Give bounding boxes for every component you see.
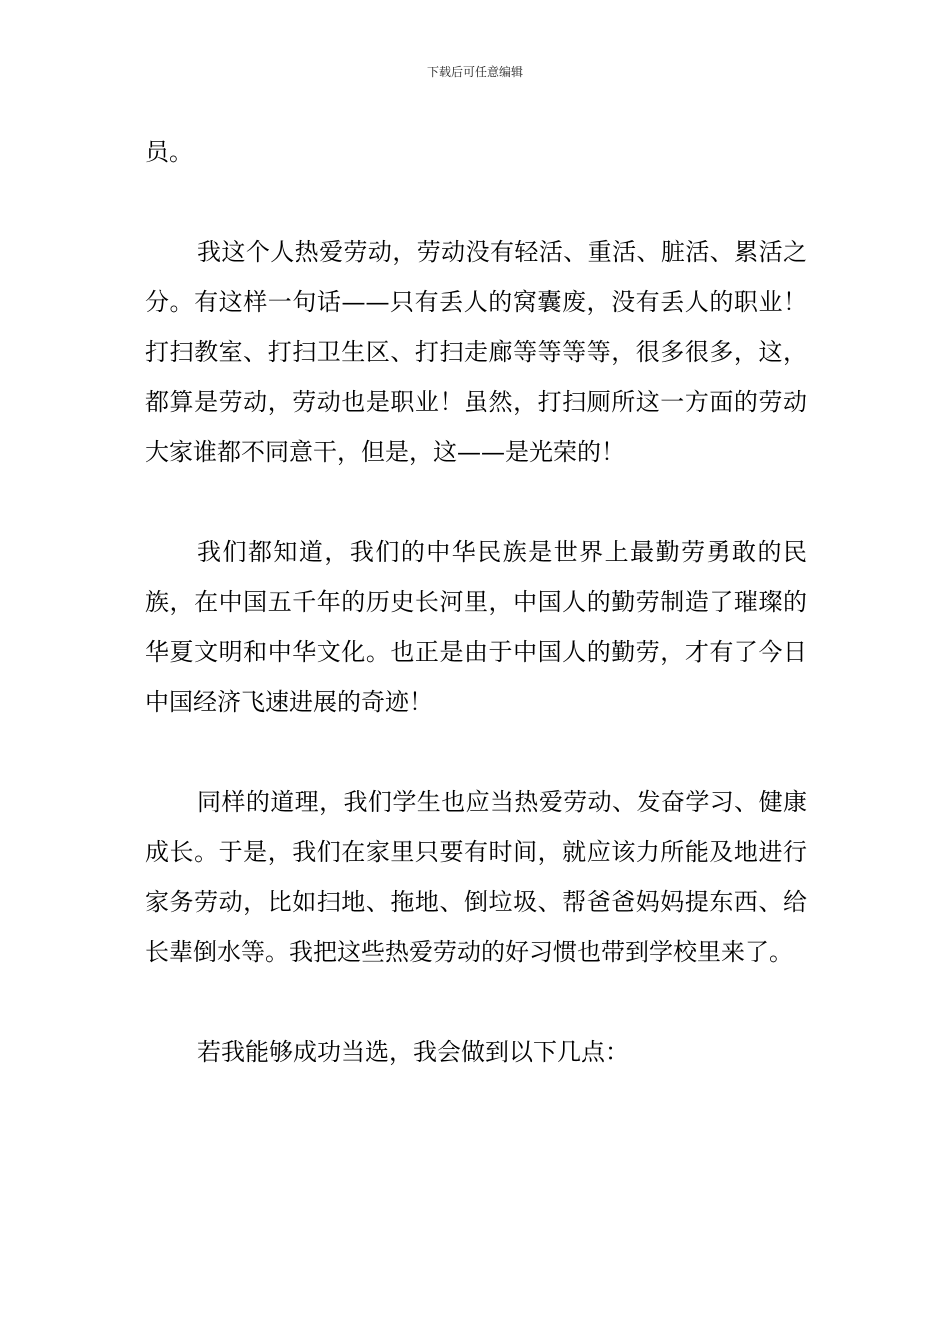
paragraph-if-elected: 若我能够成功当选，我会做到以下几点： xyxy=(197,1038,629,1066)
paragraph-spacer xyxy=(145,177,807,227)
paragraph-labor-love: 我这个人热爱劳动，劳动没有轻活、重活、脏活、累活之分。有这样一句话——只有丢人的窝囊废，没有丢人的职业！打扫教室、打扫卫生区、打扫走廊等等等等，很多很多，这，都算是劳动，劳动也是职业！虽然，打扫厕所这一方面的劳动大家谁都不同意干，但是，这——是光荣的！ xyxy=(145,238,807,466)
paragraph-spacer xyxy=(145,977,807,1027)
document-body xyxy=(145,127,807,1077)
page-header-note: 下载后可任意编辑 xyxy=(426,65,523,79)
paragraph-spacer xyxy=(145,727,807,777)
paragraph-spacer xyxy=(145,477,807,527)
paragraph-chinese-nation: 我们都知道，我们的中华民族是世界上最勤劳勇敢的民族，在中国五千年的历史长河里，中国人的勤劳制造了璀璨的华夏文明和中华文化。也正是由于中国人的勤劳，才有了今日中国经济飞速进展的奇迹！ xyxy=(145,538,807,716)
paragraph-continuation: 员。 xyxy=(145,138,193,166)
paragraph-students: 同样的道理，我们学生也应当热爱劳动、发奋学习、健康成长。于是，我们在家里只要有时间，就应该力所能及地进行家务劳动，比如扫地、拖地、倒垃圾、帮爸爸妈妈提东西、给长辈倒水等。我把这些热爱劳动的好习惯也带到学校里来了。 xyxy=(145,788,807,966)
